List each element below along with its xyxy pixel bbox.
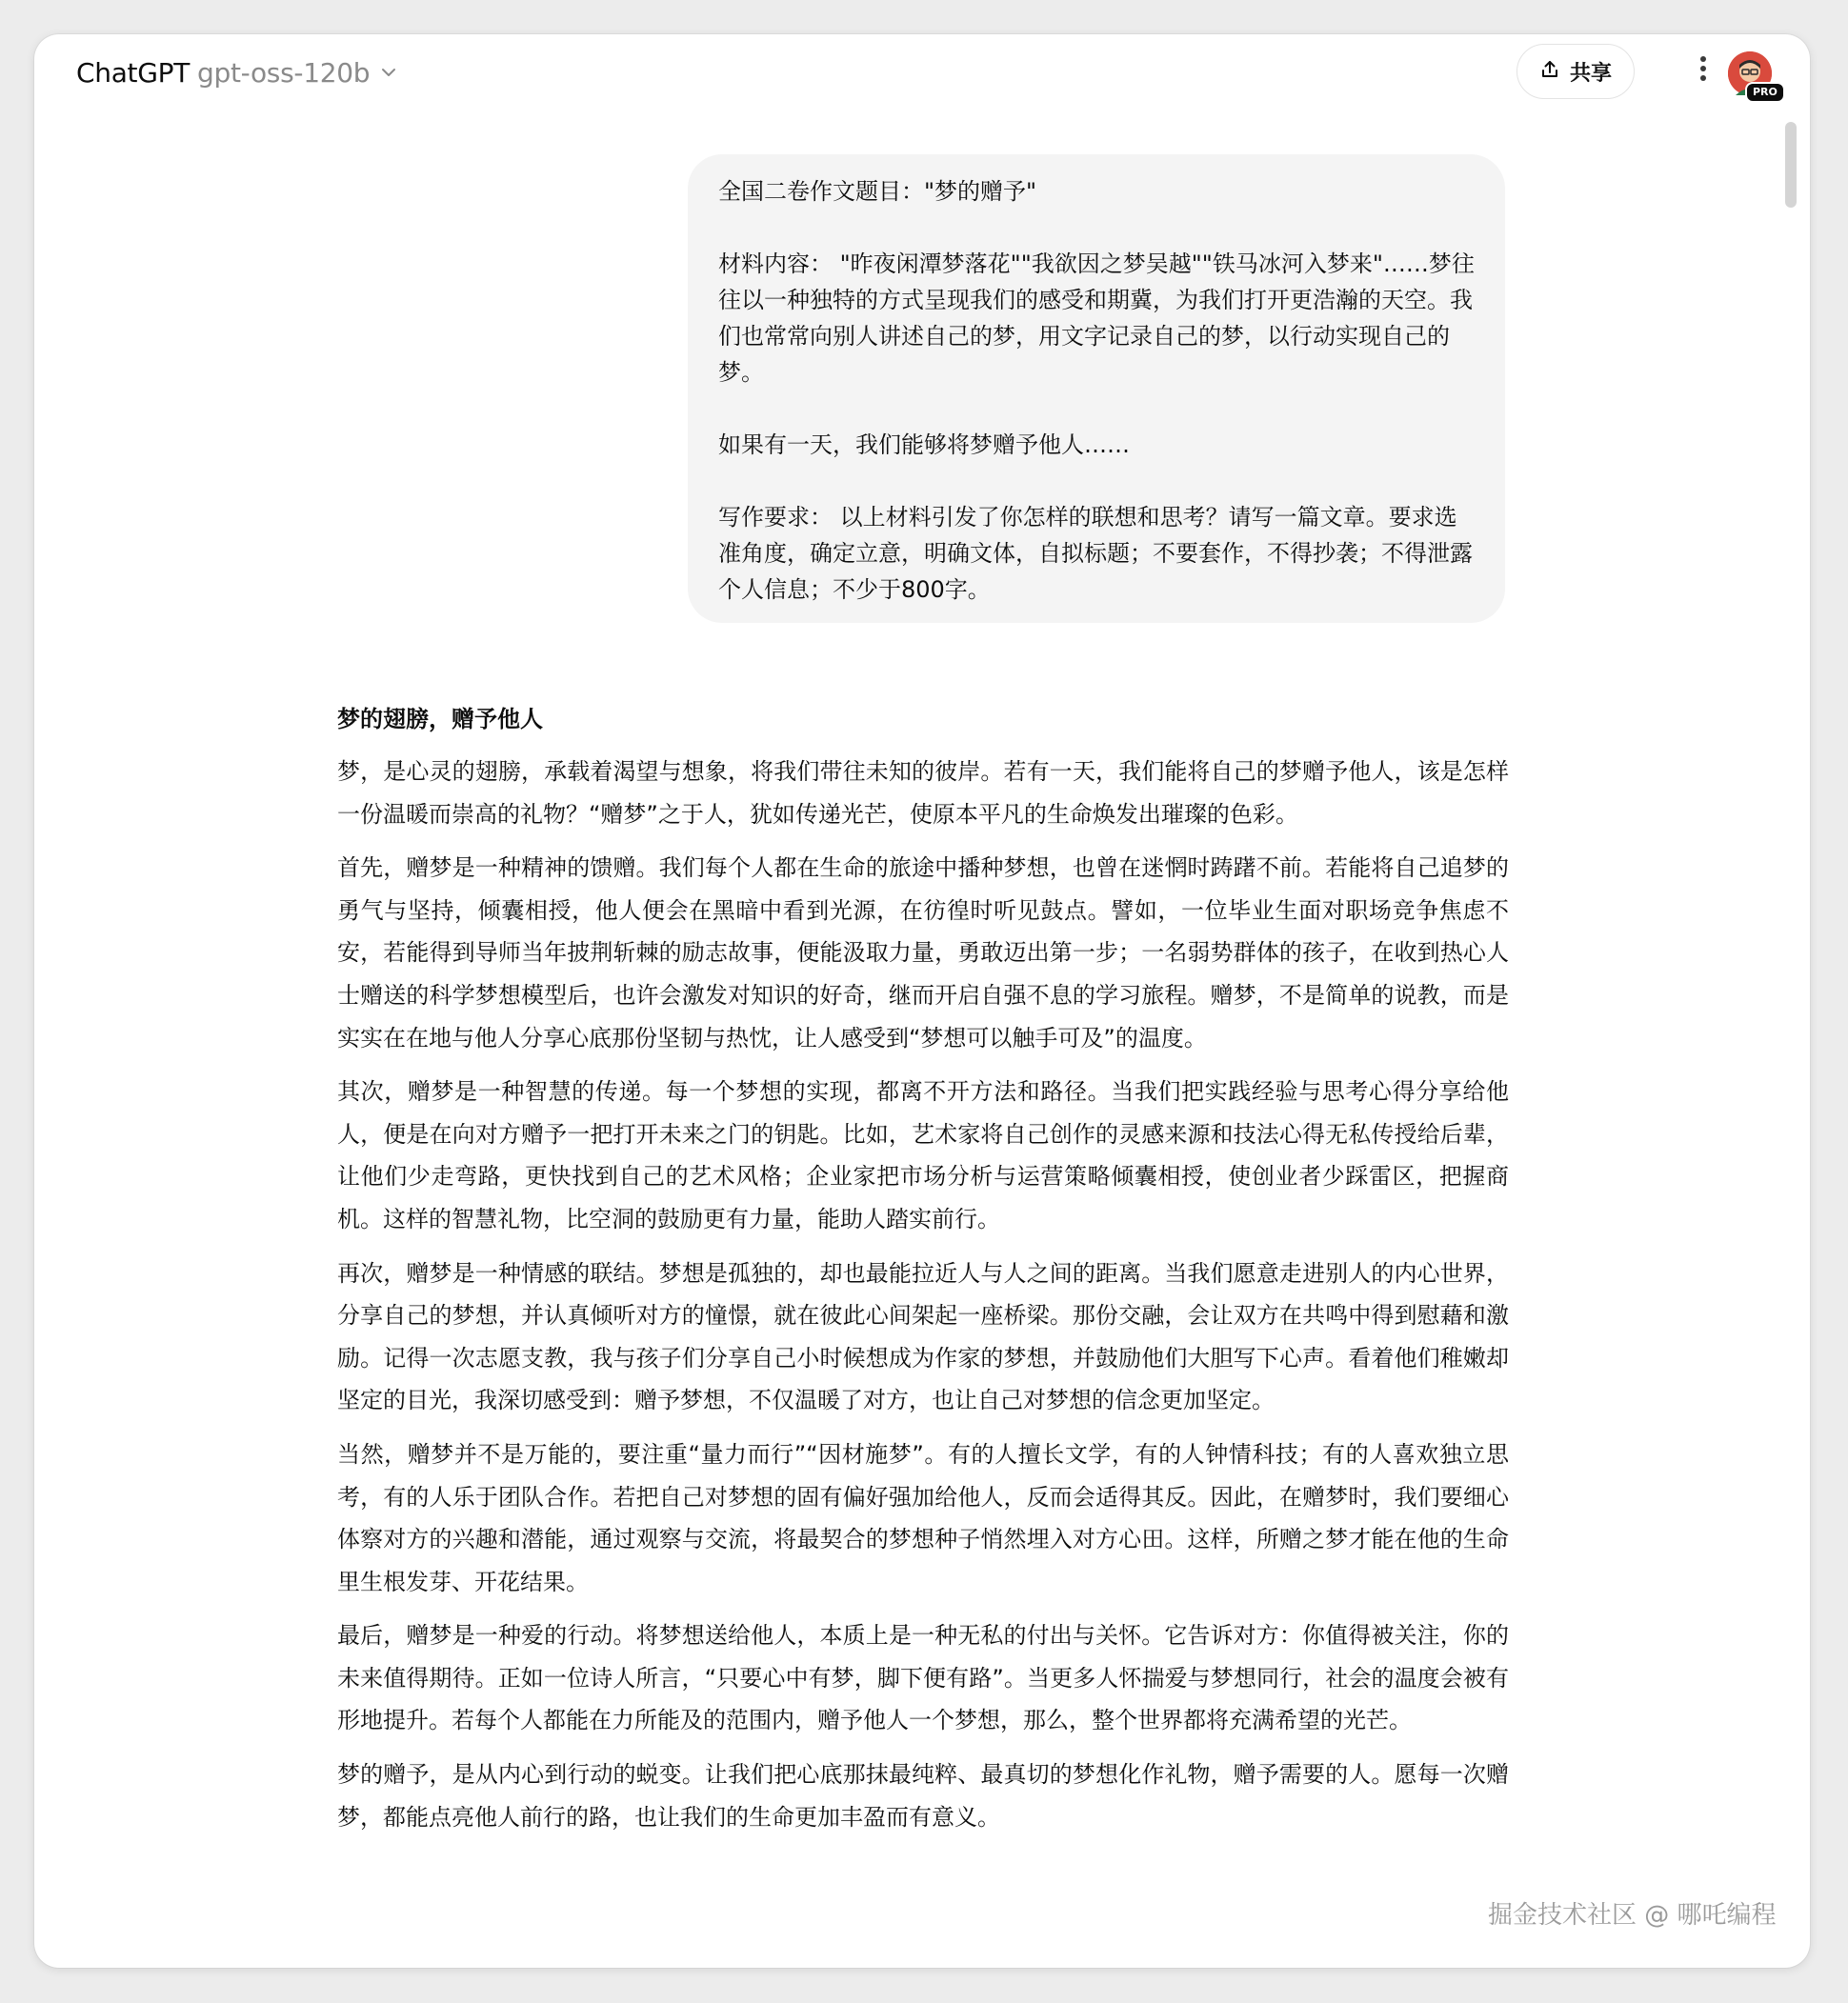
watermark: 掘金技术社区 @ 哪吒编程 bbox=[1488, 1901, 1777, 1930]
model-name: gpt-oss-120b bbox=[197, 56, 371, 89]
essay-paragraph: 再次，赠梦是一种情感的联结。梦想是孤独的，却也最能拉近人与人之间的距离。当我们愿意走进别人的内心世界，分享自己的梦想，并认真倾听对方的憧憬，就在彼此心间架起一座桥梁。那份交融，会让双方在共鸣中得到慰藉和激励。记得一次志愿支教，我与孩子们分享自己小时候想成为作家的梦想，并鼓励他们大胆写下心声。看着他们稚嫩却坚定的目光，我深切感受到：赠予梦想，不仅温暖了对方，也让自己对梦想的信念更加坚定。 bbox=[337, 1259, 1509, 1414]
essay-paragraph: 首先，赠梦是一种精神的馈赠。我们每个人都在生命的旅途中播种梦想，也曾在迷惘时踌躇不前。若能将自己追梦的勇气与坚持，倾囊相授，他人便会在黑暗中看到光源，在彷徨时听见鼓点。譬如，一位毕业生面对职场竞争焦虑不安，若能得到导师当年披荆斩棘的励志故事，便能汲取力量，勇敢迈出第一步；一名弱势群体的孩子，在收到热心人士赠送的科学梦想模型后，也许会激发对知识的好奇，继而开启自强不息的学习旅程。赠梦，不是简单的说教，而是实实在在地与他人分享心底那份坚韧与热忱，让人感受到“梦想可以触手可及”的温度。 bbox=[337, 854, 1509, 1052]
chevron-down-icon bbox=[379, 62, 400, 83]
chat-window bbox=[34, 34, 1810, 1968]
share-button[interactable] bbox=[1517, 44, 1635, 99]
essay-paragraph: 梦的赠予，是从内心到行动的蜕变。让我们把心底那抹最纯粹、最真切的梦想化作礼物，赠予需要的人。愿每一次赠梦，都能点亮他人前行的路，也让我们的生命更加丰盈而有意义。 bbox=[337, 1761, 1509, 1831]
essay-paragraph: 当然，赠梦并不是万能的，要注重“量力而行”“因材施梦”。有的人擅长文学，有的人钟情科技；有的人喜欢独立思考，有的人乐于团队合作。若把自己对梦想的固有偏好强加给他人，反而会适得其反。因此，在赠梦时，我们要细心体察对方的兴趣和潜能，通过观察与交流，将最契合的梦想种子悄然埋入对方心田。这样，所赠之梦才能在他的生命里生根发芽、开花结果。 bbox=[337, 1440, 1509, 1595]
scrollbar-thumb[interactable] bbox=[1785, 122, 1797, 208]
share-upload-icon bbox=[1539, 59, 1560, 84]
user-message-bubble bbox=[688, 154, 1505, 623]
essay-paragraph: 梦，是心灵的翅膀，承载着渴望与想象，将我们带往未知的彼岸。若有一天，我们能将自己的梦赠予他人，该是怎样一份温暖而崇高的礼物？“赠梦”之于人，犹如传递光芒，使原本平凡的生命焕发出璀璨的色彩。 bbox=[337, 758, 1509, 828]
user-message-line: 材料内容： "昨夜闲潭梦落花""我欲因之梦吴越""铁马冰河入梦来"……梦往往以一种独特的方式呈现我们的感受和期冀，为我们打开更浩瀚的天空。我们也常常向别人讲述自己的梦，用文字记录自己的梦，以行动实现自己的梦。 bbox=[718, 250, 1475, 386]
more-options-button[interactable] bbox=[1686, 51, 1720, 90]
share-label: 共享 bbox=[1569, 61, 1612, 86]
app-name: ChatGPT bbox=[76, 56, 191, 89]
user-message-line: 如果有一天，我们能够将梦赠予他人…… bbox=[718, 431, 1130, 458]
user-avatar[interactable] bbox=[1728, 51, 1778, 98]
user-message-line: 全国二卷作文题目："梦的赠予" bbox=[718, 178, 1037, 205]
assistant-message bbox=[337, 701, 1509, 1850]
header-bar bbox=[34, 34, 1810, 120]
pro-badge: PRO bbox=[1745, 82, 1785, 103]
essay-paragraph: 最后，赠梦是一种爱的行动。将梦想送给他人，本质上是一种无私的付出与关怀。它告诉对方：你值得被关注，你的未来值得期待。正如一位诗人所言，“只要心中有梦，脚下便有路”。当更多人怀揣爱与梦想同行，社会的温度会被有形地提升。若每个人都能在力所能及的范围内，赠予他人一个梦想，那么，整个世界都将充满希望的光芒。 bbox=[337, 1622, 1509, 1734]
more-vertical-icon bbox=[1699, 55, 1707, 86]
essay-title: 梦的翅膀，赠予他人 bbox=[337, 706, 543, 732]
user-message-line: 写作要求： 以上材料引发了你怎样的联想和思考？请写一篇文章。要求选准角度，确定立意，明确文体，自拟标题；不要套作，不得抄袭；不得泄露个人信息；不少于800字。 bbox=[718, 504, 1473, 603]
model-switcher[interactable] bbox=[76, 53, 400, 91]
essay-paragraph: 其次，赠梦是一种智慧的传递。每一个梦想的实现，都离不开方法和路径。当我们把实践经验与思考心得分享给他人，便是在向对方赠予一把打开未来之门的钥匙。比如，艺术家将自己创作的灵感来源和技法心得无私传授给后辈，让他们少走弯路，更快找到自己的艺术风格；企业家把市场分析与运营策略倾囊相授，使创业者少踩雷区，把握商机。这样的智慧礼物，比空洞的鼓励更有力量，能助人踏实前行。 bbox=[337, 1078, 1509, 1232]
